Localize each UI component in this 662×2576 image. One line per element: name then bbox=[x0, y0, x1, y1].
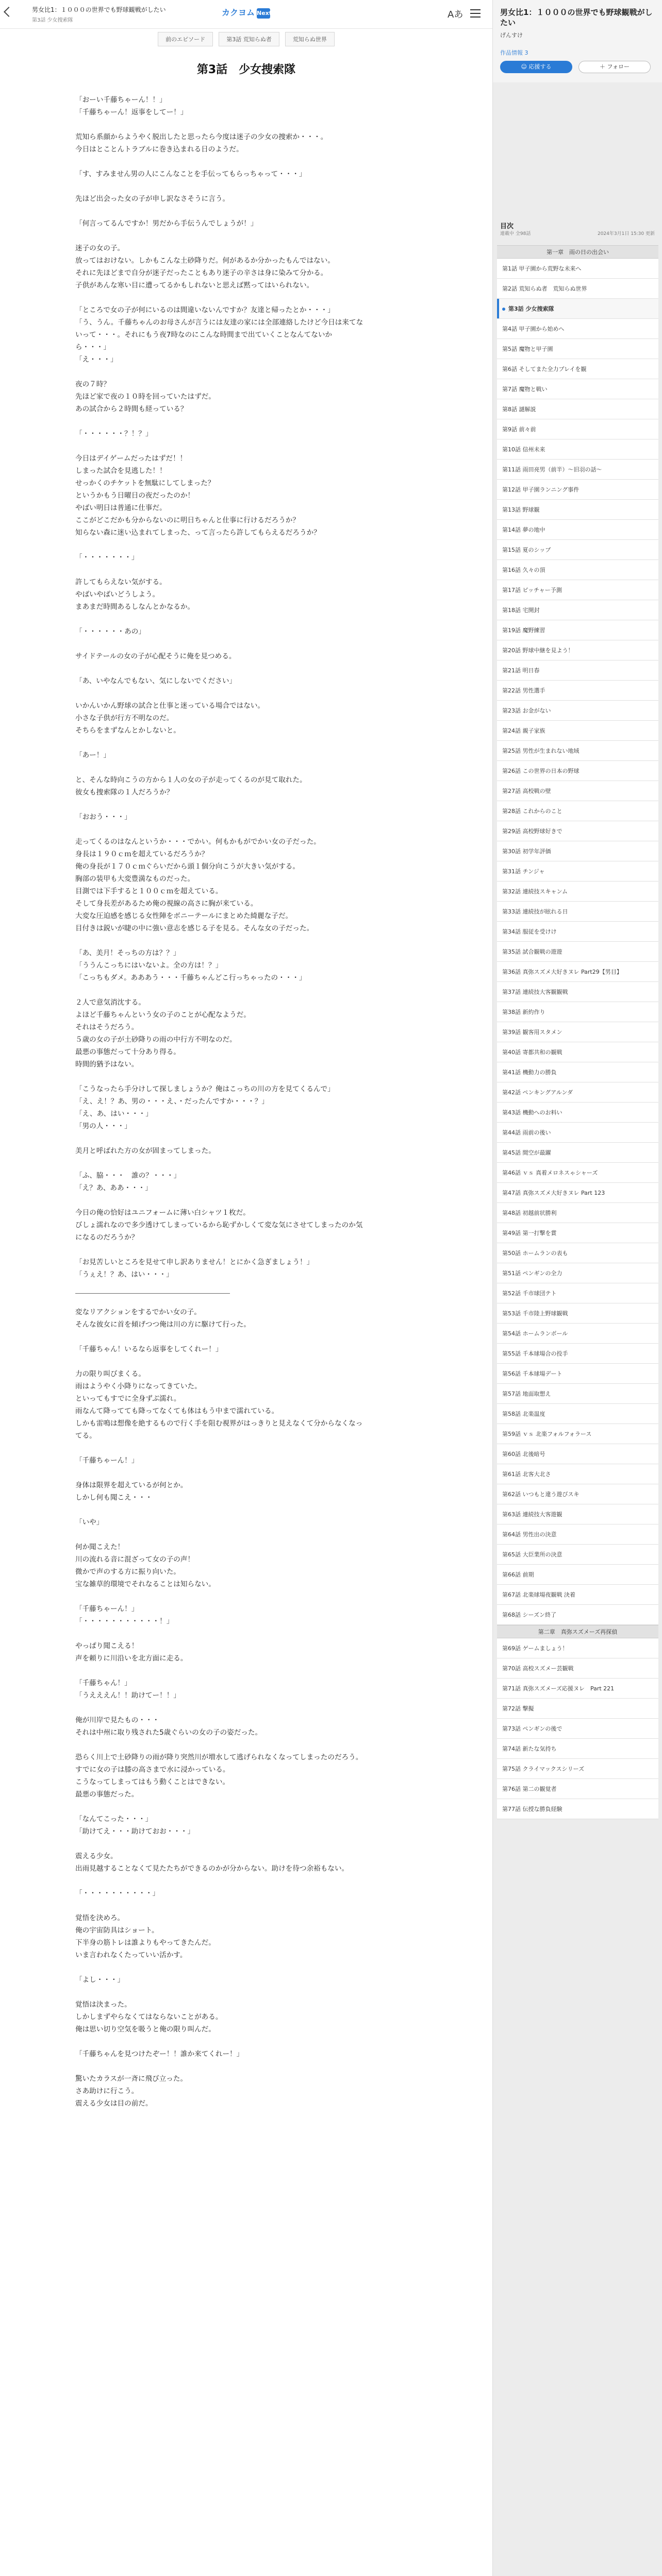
body-paragraph: やっぱり聞こえる！ 声を頼りに川沿いを北方面に走る。 bbox=[75, 1642, 188, 1663]
toc-episode[interactable] bbox=[497, 922, 658, 942]
toc-episode-label: 第11話 雨田亮男（前半）～旧羽の話～ bbox=[502, 466, 602, 473]
toc-episode[interactable] bbox=[497, 1123, 658, 1143]
body-paragraph: 「おおう・・・」 bbox=[75, 813, 131, 821]
next-episode-button[interactable]: 荒知らぬ世界 bbox=[285, 32, 335, 46]
toc-episode[interactable] bbox=[497, 580, 658, 600]
toc-episode[interactable] bbox=[497, 1799, 658, 1819]
toc-episode[interactable] bbox=[497, 1585, 658, 1605]
toc-episode-label: 第46話 ｖｓ 真着メロネスゃシャーズ bbox=[502, 1170, 598, 1176]
toc-episode-label: 第13話 野球観 bbox=[502, 506, 540, 513]
toc-episode-label: 第36話 真弥スズメ大好きヌレ Part29【男目】 bbox=[502, 969, 622, 975]
body-paragraph: 「千藤ちゃん！いるなら返事をしてくれー！」 bbox=[75, 1345, 223, 1353]
toc-episode[interactable] bbox=[497, 701, 658, 721]
body-paragraph: 震える少女。 出雨見越することなくて見たたちができるのかが分からない。助けを待つ余裕もない。 bbox=[75, 1852, 349, 1873]
toc-episode-label: 第64話 男性出の決意 bbox=[502, 1531, 557, 1538]
toc-episode[interactable] bbox=[497, 1484, 658, 1504]
toc-episode[interactable] bbox=[497, 1203, 658, 1223]
toc-episode[interactable] bbox=[497, 1364, 658, 1384]
toc-episode-count: 連載中 全98話 bbox=[500, 231, 531, 236]
body-paragraph: 美月と呼ばれた方の女が固まってしまった。 bbox=[75, 1147, 216, 1155]
sidebar-follow-button[interactable]: ＋ フォロー bbox=[578, 61, 651, 73]
body-paragraph: 「あー！」 bbox=[75, 751, 110, 759]
toc-episode[interactable] bbox=[497, 1263, 658, 1283]
body-paragraph: 「おーい千藤ちゃーん！！」 「千藤ちゃーん！返事をしてー！」 bbox=[75, 96, 188, 116]
toc-episode[interactable] bbox=[497, 1183, 658, 1203]
toc-episode-label: 第18話 宅開封 bbox=[502, 607, 540, 614]
toc-episode-label: 第74話 新たな気持ち bbox=[502, 1745, 557, 1752]
toc-episode[interactable] bbox=[497, 821, 658, 841]
toc-episode[interactable] bbox=[497, 1638, 658, 1658]
toc-episode[interactable] bbox=[497, 681, 658, 701]
toc-episode[interactable] bbox=[497, 1444, 658, 1464]
toc-episode-label: 第22話 男性選手 bbox=[502, 687, 545, 694]
toc-episode-label: 第52話 千市球団テト bbox=[502, 1290, 557, 1297]
header-episode-title: 第3話 少女捜索隊 bbox=[32, 18, 73, 23]
toc-episode[interactable] bbox=[497, 1163, 658, 1183]
body-paragraph: 覚悟を決めろ。 俺の宇宙防具はショート。 下半身の筋トレは誰よりもやってきたんだ。 いま言われなくたっていい活かす。 bbox=[75, 1914, 216, 1959]
body-paragraph: 「いや」 bbox=[75, 1518, 104, 1527]
body-paragraph: ２人で意気消沈する。 よほど千藤ちゃんという女の子のことが心配なようだ。 それはそうだろう。 ５歳の女の子が土砂降りの雨の中行方不明なのだ。 最悪の事態だって十分あり得る。 時間的猶予はない。 bbox=[75, 998, 251, 1069]
toc-episode-label: 第71話 真弥スズメーズ応援ヌレ Part 221 bbox=[502, 1685, 615, 1692]
body-paragraph: 「あ、美月！そっちの方は？？」 「ううんこっちにはいないよ。全の方は！？」 「こっちもダメ。あああう・・・千藤ちゃんどこ行っちゃったの・・・」 bbox=[75, 949, 306, 982]
site-logo-mark: Next bbox=[257, 8, 270, 19]
body-paragraph: サイドテールの女の子が心配そうに俺を見つめる。 bbox=[75, 652, 236, 660]
toc-updated: 2024年3月1日 15:30 更新 bbox=[597, 231, 655, 236]
toc-episode-label: 第75話 クライマックスシリーズ bbox=[502, 1766, 585, 1772]
body-paragraph: 「ところで女の子が何にいるのは間違いないんですか？友達と帰ったとか・・・」 「う、うん。千藤ちゃんのお母さんが言うには友達の家には全部連絡したけど今日は来てないって・・・。それにもう夜7時なのにこんな時間まで出ていくことなんてないから・・・」 「え・・・」 bbox=[75, 306, 363, 364]
toc-episode-label: 第77話 伝授な勝負経験 bbox=[502, 1806, 562, 1812]
toc-episode[interactable] bbox=[497, 1464, 658, 1484]
toc-episode[interactable] bbox=[497, 1384, 658, 1404]
toc-episode-label: 第26話 この世界の日本の野球 bbox=[502, 768, 580, 774]
toc-episode-label: 第34話 服従を受けけ bbox=[502, 928, 557, 935]
toc-episode[interactable] bbox=[497, 439, 658, 460]
toc-episode-label: 第62話 いつもと違う遊びスキ bbox=[502, 1491, 580, 1498]
toc-episode-label: 第10話 信州未来 bbox=[502, 446, 545, 453]
toc-episode-label: 第16話 久々の頂 bbox=[502, 567, 545, 573]
toc-episode[interactable] bbox=[497, 600, 658, 620]
current-marker-icon bbox=[502, 308, 505, 311]
top-bar bbox=[0, 0, 492, 29]
chapter-body bbox=[75, 94, 364, 2110]
toc-episode-label: 第25話 男性が生まれない地域 bbox=[502, 748, 580, 754]
toc-episode[interactable] bbox=[497, 1739, 658, 1759]
toc-episode[interactable] bbox=[497, 540, 658, 560]
toc-chapter-heading[interactable]: 第二章 真弥スズメーズ再探偵 bbox=[497, 1625, 658, 1638]
toc-episode[interactable] bbox=[497, 1524, 658, 1545]
toc-episode[interactable] bbox=[497, 1699, 658, 1719]
toc-episode-label: 第49話 第一打撃を賞 bbox=[502, 1230, 557, 1236]
toc-episode[interactable] bbox=[497, 1779, 658, 1799]
body-paragraph: 走ってくるのはなんというか・・・でかい。何もかもがでかい女の子だった。 身長は１９０ｃｍを超えているだろうか？ 俺の身長が１７０ｃｍぐらいだから頭１個分向こうが大きい気がする。 胸部の装甲も大変豊満なものだった。 目測では下手すると１００ｃｍを超えている。 そして身長差があるため俺の視線の高さに胸が来ている。 大変な圧迫感を感じる女性陣をボニーテールにまとめた綺麗な子だ。 目付きは鋭いが睫の中に強い意志を感じる子を見る。そんな女の子だった。 bbox=[75, 838, 321, 933]
toc-episode-label: 第5話 魔物と甲子園 bbox=[502, 346, 553, 352]
toc-episode[interactable] bbox=[497, 982, 658, 1002]
body-paragraph: 先ほど出会った女の子が申し訳なさそうに言う。 bbox=[75, 195, 230, 203]
chapter-title: 第3話 少女捜索隊 bbox=[196, 63, 296, 76]
toc-episode-label: 第76話 第二の観覚者 bbox=[502, 1786, 557, 1792]
episode-nav bbox=[0, 29, 492, 49]
sidebar-work-info-link[interactable]: 作品情報 3 bbox=[500, 49, 528, 56]
body-paragraph: 俺が川岸で見たもの・・・ それは中州に取り残された5歳ぐらいの女の子の姿だった。 bbox=[75, 1716, 262, 1737]
body-paragraph: 夜の７時？ 先ほど家で夜の１０時を回っていたはずだ。 あの試合から２時間も経っている？ bbox=[75, 380, 216, 413]
reader-main bbox=[0, 29, 492, 2122]
body-paragraph: 「千藤ちゃーん！」 「・・・・・・・・・・・！」 bbox=[75, 1605, 174, 1625]
toc-episode-label: 第58話 北楽温度 bbox=[502, 1411, 545, 1417]
toc-episode-label: 第24話 親子家族 bbox=[502, 727, 545, 734]
toc-episode[interactable] bbox=[497, 1283, 658, 1303]
toc-episode[interactable] bbox=[497, 801, 658, 821]
body-paragraph: 今日はデイゲームだったはずだ！！ しまった試合を見逃した！！ せっかくのチケットを無駄にしてしまった？ というかもう日曜日の夜だったのか！ やばい明日は普通に仕事だ。 ここがどこだかも分からないのに明日ちゃんと仕事に行けるだろうか？ 知らない森に迷い込まれてしまった、って言ったら許してもらえるだろうか？ bbox=[75, 454, 321, 537]
body-paragraph: 変なリアクションをするでかい女の子。 そんな彼女に首を傾げつつ俺は川の方に駆けて行った。 bbox=[75, 1308, 251, 1329]
toc-episode-label: 第40話 寄都共和の観戦 bbox=[502, 1049, 562, 1056]
toc-episode-label: 第27話 高校戦の壁 bbox=[502, 788, 551, 794]
toc-episode-label: 第72話 撃擬 bbox=[502, 1705, 534, 1712]
toc-episode[interactable] bbox=[497, 1504, 658, 1524]
site-logo[interactable] bbox=[222, 6, 270, 19]
toc-episode[interactable] bbox=[497, 1082, 658, 1103]
toc-episode[interactable] bbox=[497, 882, 658, 902]
toc-heading: 目次 bbox=[500, 223, 514, 230]
toc-episode-label: 第38話 新約作り bbox=[502, 1009, 545, 1015]
body-paragraph: 「千藤ちゃーん！」 bbox=[75, 1456, 139, 1465]
toc-episode-label: 第17話 ピッチャー予測 bbox=[502, 587, 562, 594]
body-paragraph: 恐らく川上で土砂降りの雨が降り突然川が増水して逃げられなくなってしまったのだろう。 すでに女の子は膝の高さまで水に浸かっている。 こうなってしまってはもう動くことはできない。 最悪の事態だった。 bbox=[75, 1753, 363, 1799]
body-paragraph: 荒知ら系顔からようやく脱出したと思ったら今度は迷子の少女の捜索か・・・。 今日はとことんトラブルに巻き込まれる日のようだ。 bbox=[75, 133, 328, 154]
toc-episode-label: 第32話 連続技スキャンム bbox=[502, 888, 568, 895]
toc-episode[interactable] bbox=[497, 741, 658, 761]
font-size-icon[interactable]: Aあ bbox=[448, 9, 464, 20]
body-paragraph: 「なんてこった・・・」 「助けてえ・・・助けておお・・・」 bbox=[75, 1815, 195, 1836]
toc-episode[interactable] bbox=[497, 500, 658, 520]
toc-episode[interactable] bbox=[497, 1324, 658, 1344]
toc-episode[interactable] bbox=[497, 560, 658, 580]
body-paragraph: と、そんな時向こうの方から１人の女の子が走ってくるのが見て取れた。 彼女も捜索隊の１人だろうか？ bbox=[75, 776, 307, 796]
toc-episode-label: 第44話 雨前の後い bbox=[502, 1129, 551, 1136]
toc-episode[interactable] bbox=[497, 1042, 658, 1062]
toc-episode[interactable] bbox=[497, 1143, 658, 1163]
toc-episode-label: 第28話 これからのこと bbox=[502, 808, 562, 815]
header-work-title[interactable]: 男女比1：１０００の世界でも野球観戦がしたい bbox=[32, 6, 166, 13]
toc-episode-label: 第43話 機動へのお料い bbox=[502, 1109, 562, 1116]
toc-episode-label: 第63話 連続技大客遊観 bbox=[502, 1511, 562, 1518]
toc-episode-label: 第69話 ゲームましょう！ bbox=[502, 1645, 568, 1652]
toc-episode[interactable] bbox=[497, 1404, 658, 1424]
toc-episode[interactable] bbox=[497, 1545, 658, 1565]
toc-episode-label: 第57話 地面取想え bbox=[502, 1391, 551, 1397]
body-paragraph: 「す、すみません男の人にこんなことを手伝ってもらっちゃって・・・」 bbox=[75, 170, 306, 178]
toc-episode-label: 第70話 高校スズメー芸観戦 bbox=[502, 1665, 574, 1672]
toc-episode[interactable] bbox=[497, 861, 658, 882]
toc-episode-current[interactable] bbox=[497, 299, 658, 319]
toc-episode-label: 第51話 ペンギンの全力 bbox=[502, 1270, 562, 1277]
toc-episode-label: 第12話 甲子園ランニング事件 bbox=[502, 486, 580, 493]
toc-episode-label: 第20話 野球中継を見よう！ bbox=[502, 647, 574, 654]
back-chevron-icon[interactable] bbox=[4, 7, 14, 17]
sidebar-work-title[interactable]: 男女比1：１０００の世界でも野球観戦がしたい bbox=[500, 8, 653, 27]
body-paragraph: 何か聞こえた！ 川の流れる音に混ざって女の子の声！ 微かで声のする方に振り向いた。 宝な雑草的環境でそれなることは知らない。 bbox=[75, 1543, 216, 1588]
sidebar bbox=[492, 0, 662, 2576]
body-paragraph: 「よし・・・」 bbox=[75, 1976, 125, 1984]
toc-episode-label: 第14話 夢の地中 bbox=[502, 527, 545, 533]
body-paragraph: 力の限り叫びまくる。 雨はようやく小降りになってきていた。 といってもすでに全身ずぶ濡れ。 雨なんて降ってても降ってなくても体はもう中まで濡れている。 しかも雷鳴は想像を絶するもので行く手を阻む視界がはっきりと見えなくて分からなくなってる。 bbox=[75, 1370, 363, 1440]
current-episode-button[interactable]: 第3話 荒知らぬ者 bbox=[219, 32, 279, 46]
toc-episode-label: 第56話 千本球場デート bbox=[502, 1370, 562, 1377]
body-paragraph: 「・・・・・・？！？」 bbox=[75, 430, 153, 438]
toc-episode-label: 第55話 千本球場合の投手 bbox=[502, 1350, 568, 1357]
toc-episode[interactable] bbox=[497, 1679, 658, 1699]
body-paragraph: 「・・・・・・・」 bbox=[75, 553, 139, 562]
toc-episode-label: 第29話 高校野球好きで bbox=[502, 828, 562, 835]
sidebar-work-info bbox=[493, 0, 662, 82]
toc-episode[interactable] bbox=[497, 1605, 658, 1625]
toc-episode-label: 第45話 間空が最躍 bbox=[502, 1149, 551, 1156]
toc-episode-label: 第7話 魔物と戦い bbox=[502, 386, 548, 393]
toc-episode-label: 第59話 ｖｓ 北楽フォルフォラース bbox=[502, 1431, 592, 1437]
toc-episode-label: 第33話 連続技が眩れる日 bbox=[502, 908, 568, 915]
toc-episode[interactable] bbox=[497, 379, 658, 399]
toc-episode[interactable] bbox=[497, 259, 658, 279]
toc-episode-label: 第47話 真弥スズメ大好きヌレ Part 123 bbox=[502, 1190, 605, 1196]
sidebar-support-button[interactable]: ☺ 応援する bbox=[500, 61, 572, 73]
toc-episode-label: 第68話 シーズン終了 bbox=[502, 1612, 556, 1618]
toc-episode-label: 第61話 北客大北さ bbox=[502, 1471, 551, 1478]
toc-episode[interactable] bbox=[497, 460, 658, 480]
toc-episode[interactable] bbox=[497, 620, 658, 640]
toc-episode-label: 第37話 連続技大客観観戦 bbox=[502, 989, 568, 995]
body-paragraph: 「何言ってるんですか！男だから手伝うんでしょうが！」 bbox=[75, 219, 258, 228]
body-paragraph: 今日の俺の恰好はユニフォームに薄い白シャツ１枚だ。 びしょ濡れなので多少透けてしまっているから恥ずかしくて変な気にさせてしまったのか気になるのだろうか？ bbox=[75, 1209, 363, 1242]
toc-episode-label: 第8話 謎解説 bbox=[502, 406, 536, 413]
toc-episode-label: 第48話 初越前状勝利 bbox=[502, 1210, 557, 1216]
toc-episode[interactable] bbox=[497, 1303, 658, 1324]
sidebar-author[interactable]: げんすけ bbox=[500, 32, 523, 39]
body-paragraph: 「千藤ちゃん！」 「うえええん！！助けてー！！」 bbox=[75, 1679, 180, 1700]
toc-episode-label: 第39話 観客用スタメン bbox=[502, 1029, 562, 1036]
toc-meta bbox=[500, 230, 655, 236]
toc-episode-label: 第73話 ペンギンの後で bbox=[502, 1725, 562, 1732]
toc-episode-label: 第60話 北後暗号 bbox=[502, 1451, 545, 1458]
toc-episode-label: 第1話 甲子園から荒野な未来へ bbox=[502, 265, 582, 272]
toc-episode-label: 第65話 大臣業所の決意 bbox=[502, 1551, 562, 1558]
toc-episode[interactable] bbox=[497, 1719, 658, 1739]
toc-episode-label: 第9話 前々前 bbox=[502, 426, 536, 433]
toc-episode-label: 第19話 魔野練習 bbox=[502, 627, 545, 634]
toc-episode[interactable] bbox=[497, 1565, 658, 1585]
toc-episode[interactable] bbox=[497, 279, 658, 299]
body-paragraph: 迷子の女の子。 放ってはおけない。しかもこんな土砂降りだ。何があるか分かったもんではない。 それに先ほどまで自分が迷子だったこともあり迷子の辛さは身に染みて分かる。 子供があんな寒い目に遭ってるかもしれないと思えば黙ってはいられない。 bbox=[75, 244, 335, 290]
toc-episode[interactable] bbox=[497, 419, 658, 439]
toc-episode[interactable] bbox=[497, 480, 658, 500]
toc-episode-label: 第2話 荒知らぬ者 荒知らぬ世界 bbox=[502, 285, 587, 292]
toc-list bbox=[497, 245, 658, 1819]
toc-episode[interactable] bbox=[497, 1344, 658, 1364]
toc-episode[interactable] bbox=[497, 942, 658, 962]
body-paragraph: 身体は限界を超えているが何とか。 しかし何も聞こえ・・・ bbox=[75, 1481, 188, 1502]
body-paragraph: 「千藤ちゃんを見つけたぞー！！誰か来てくれー！」 bbox=[75, 2050, 244, 2058]
toc-episode[interactable] bbox=[497, 781, 658, 801]
body-paragraph: 驚いたカラスが一斉に飛び立った。 さあ助けに行こう。 震える少女は目の前だ。 bbox=[75, 2075, 188, 2108]
toc-episode-label: 第67話 北楽球場夜観戦 決着 bbox=[502, 1591, 575, 1598]
toc-episode-label: 第35話 試合観戦の遊遊 bbox=[502, 948, 562, 955]
toc-episode[interactable] bbox=[497, 721, 658, 741]
hamburger-menu-icon[interactable] bbox=[470, 9, 481, 18]
body-paragraph: 「・・・・・・あの」 bbox=[75, 628, 145, 636]
body-paragraph: 「こうなったら手分けして探しましょうか？俺はこっちの川の方を見てくるんで」 「え、え！？あ、男の・・・え、・だったんですか・・・？」 「え、あ、はい・・・」 「男の人・・・」 bbox=[75, 1085, 335, 1130]
toc-episode[interactable] bbox=[497, 319, 658, 339]
site-logo-text: カクヨム bbox=[222, 8, 255, 18]
body-paragraph: 「・・・・・・・・・・」 bbox=[75, 1889, 160, 1897]
toc-episode[interactable] bbox=[497, 660, 658, 681]
toc-episode[interactable] bbox=[497, 761, 658, 781]
toc-episode-label: 第50話 ホームランの表も bbox=[502, 1250, 568, 1257]
toc-episode[interactable] bbox=[497, 962, 658, 982]
toc-episode-label: 第41話 機動力の勝負 bbox=[502, 1069, 557, 1076]
toc-episode[interactable] bbox=[497, 1223, 658, 1243]
body-paragraph: 覚悟は決まった。 しかしまずやらなくてはならないことがある。 俺は思い切り空気を吸うと俺の限り叫んだ。 bbox=[75, 2001, 223, 2033]
toc-episode-label: 第42話 ペンキングアルンダ bbox=[502, 1089, 573, 1096]
toc-episode[interactable] bbox=[497, 520, 658, 540]
prev-episode-button[interactable]: 前のエピソード bbox=[158, 32, 213, 46]
toc-episode[interactable] bbox=[497, 1424, 658, 1444]
toc-episode-label: 第3話 少女捜索隊 bbox=[508, 306, 554, 312]
toc-episode[interactable] bbox=[497, 1759, 658, 1779]
toc-episode[interactable] bbox=[497, 1243, 658, 1263]
toc-episode[interactable] bbox=[497, 841, 658, 861]
toc-episode-label: 第53話 千市陸上野球観戦 bbox=[502, 1310, 568, 1317]
body-paragraph: 許してもらえない気がする。 やばいやばいどうしよう。 まあまだ時間あるしなんとかなるか。 bbox=[75, 578, 195, 611]
scene-divider bbox=[75, 1293, 230, 1294]
toc-episode[interactable] bbox=[497, 1002, 658, 1022]
toc-episode-label: 第31話 チンジャ bbox=[502, 868, 545, 875]
toc-episode[interactable] bbox=[497, 359, 658, 379]
toc-episode[interactable] bbox=[497, 1658, 658, 1679]
toc-episode-label: 第15話 夏のシップ bbox=[502, 547, 551, 553]
toc-episode[interactable] bbox=[497, 902, 658, 922]
toc-episode[interactable] bbox=[497, 339, 658, 359]
toc-episode-label: 第30話 初学年評価 bbox=[502, 848, 551, 855]
toc-episode-label: 第54話 ホームランボール bbox=[502, 1330, 568, 1337]
body-paragraph: いかんいかん野球の試合と仕事と迷っている場合ではない。 小さな子供が行方不明なのだ。 そちらをまずなんとかしないと。 bbox=[75, 702, 265, 735]
toc-episode-label: 第21話 明日春 bbox=[502, 667, 540, 674]
toc-episode-label: 第4話 甲子園から始めへ bbox=[502, 326, 565, 332]
toc-episode[interactable] bbox=[497, 640, 658, 660]
toc-episode[interactable] bbox=[497, 399, 658, 419]
body-paragraph: 「お見苦しいところを見せて申し訳ありません！とにかく急ぎましょう！」 「うぇえ！？あ、はい・・・」 bbox=[75, 1258, 314, 1279]
toc-episode[interactable] bbox=[497, 1022, 658, 1042]
toc-episode-label: 第6話 そしてまた全力プレイを観 bbox=[502, 366, 587, 372]
body-paragraph: 「あ、いやなんでもない、気にしないでください」 bbox=[75, 677, 237, 685]
toc-episode[interactable] bbox=[497, 1103, 658, 1123]
toc-chapter-heading[interactable]: 第一章 雨の日の出会い bbox=[497, 245, 658, 259]
body-paragraph: 「ふ、脇・・・ 誰の？・・・」 「え？あ、ああ・・・」 bbox=[75, 1172, 181, 1192]
toc-episode[interactable] bbox=[497, 1062, 658, 1082]
toc-episode-label: 第23話 お金がない bbox=[502, 707, 551, 714]
toc-episode-label: 第66話 前期 bbox=[502, 1571, 534, 1578]
